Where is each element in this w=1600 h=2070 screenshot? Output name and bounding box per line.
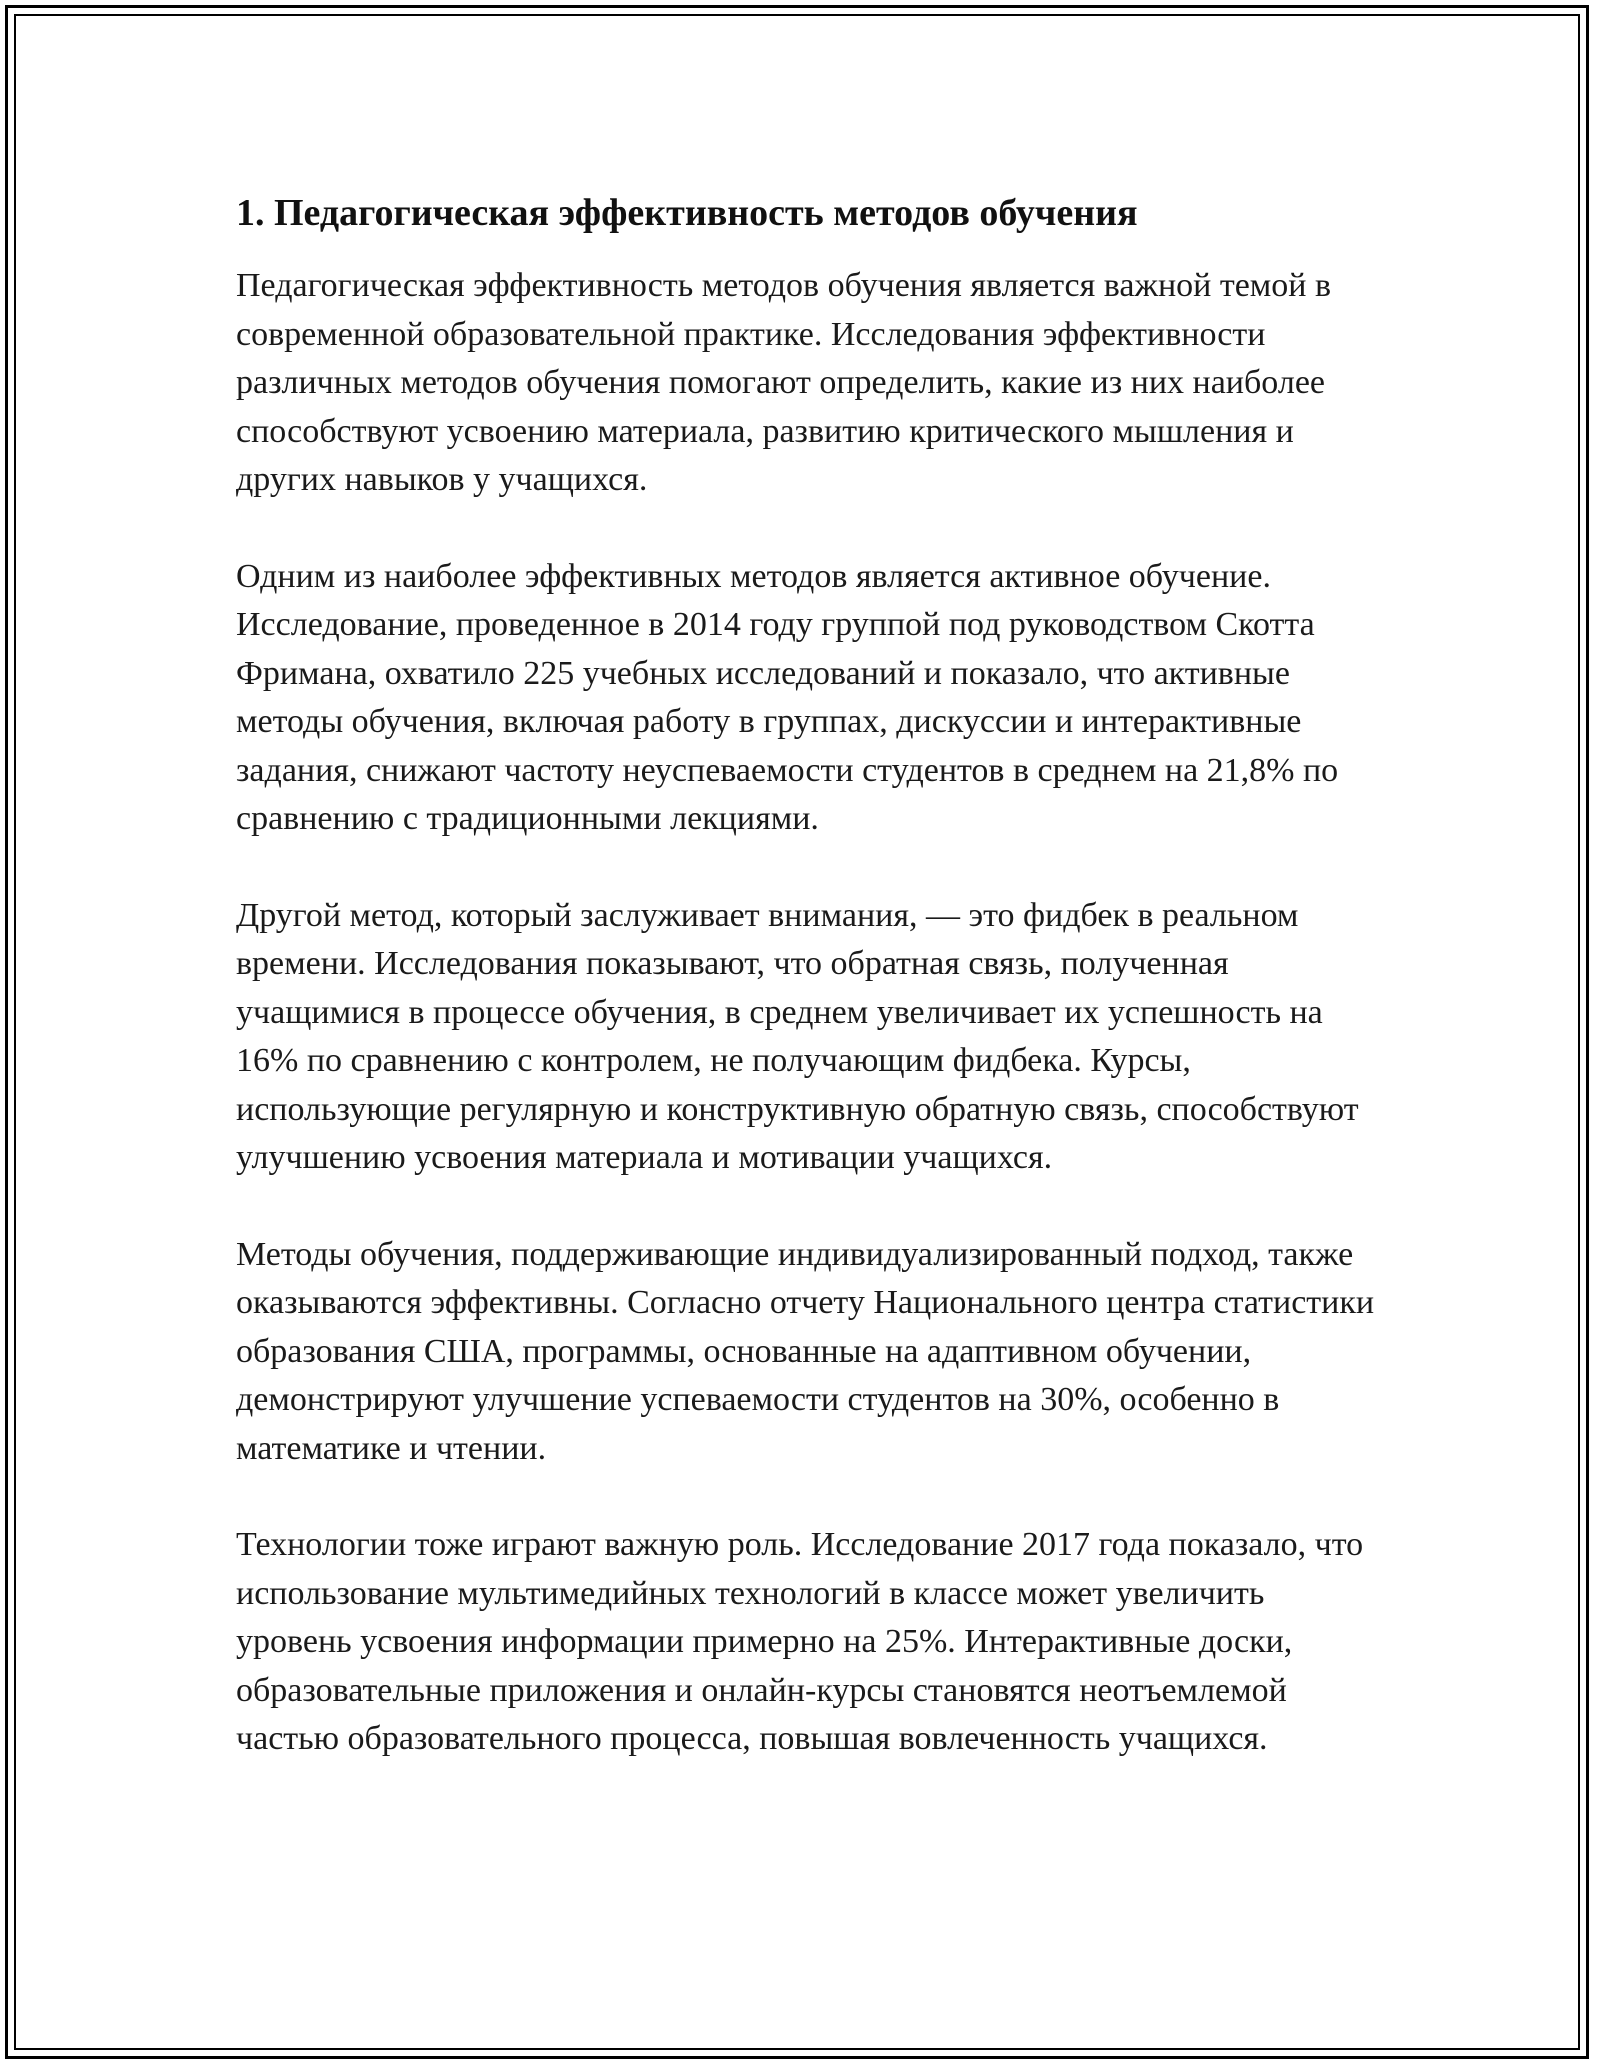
paragraph-technology: Технологии тоже играют важную роль. Исследование 2017 года показало, что использование мультимедийных технологий в классе может увеличить уровень усвоения информации примерно на 25%. Интерактивные доски, образовательные приложения и онлайн-курсы становятся неотъемлемой частью образовательного процесса, повышая вовлеченность учащихся. [236, 1526, 1364, 1757]
paragraph-individualized: Методы обучения, поддерживающие индивидуализированный подход, также оказываются эффективны. Согласно отчету Национального центра статистики образования США, программы, основанные на адаптивном обучении, демонстрируют улучшение успеваемости студентов на 30%, особенно в математике и чтении. [236, 1235, 1375, 1467]
paragraph-intro: Педагогическая эффективность методов обучения является важной темой в современной образовательной практике. Исследования эффективности различных методов обучения помогают определить, какие из них наиболее способствуют усвоению материала, развитию критического мышления и других навыков у учащихся. [236, 267, 1332, 498]
paragraph-active-learning: Одним из наиболее эффективных методов является активное обучение. Исследование, проведенное в 2014 году группой под руководством Скотта Фримана, охватило 225 учебных исследований и показало, что активные методы обучения, включая работу в группах, дискуссии и интерактивные задания, снижают частоту неуспеваемости студентов в среднем на 21,8% по сравнению с традиционными лекциями. [236, 557, 1339, 837]
section-heading: 1. Педагогическая эффективность методов обучения [236, 192, 1138, 234]
document-body [236, 188, 1376, 1812]
paragraph-feedback: Другой метод, который заслуживает внимания, — это фидбек в реальном времени. Исследования показывают, что обратная связь, полученная учащимися в процессе обучения, в среднем увеличивает их успешность на 16% по сравнению с контролем, не получающим фидбека. Курсы, использующие регулярную и конструктивную обратную связь, способствуют улучшению усвоения материала и мотивации учащихся. [236, 896, 1359, 1176]
